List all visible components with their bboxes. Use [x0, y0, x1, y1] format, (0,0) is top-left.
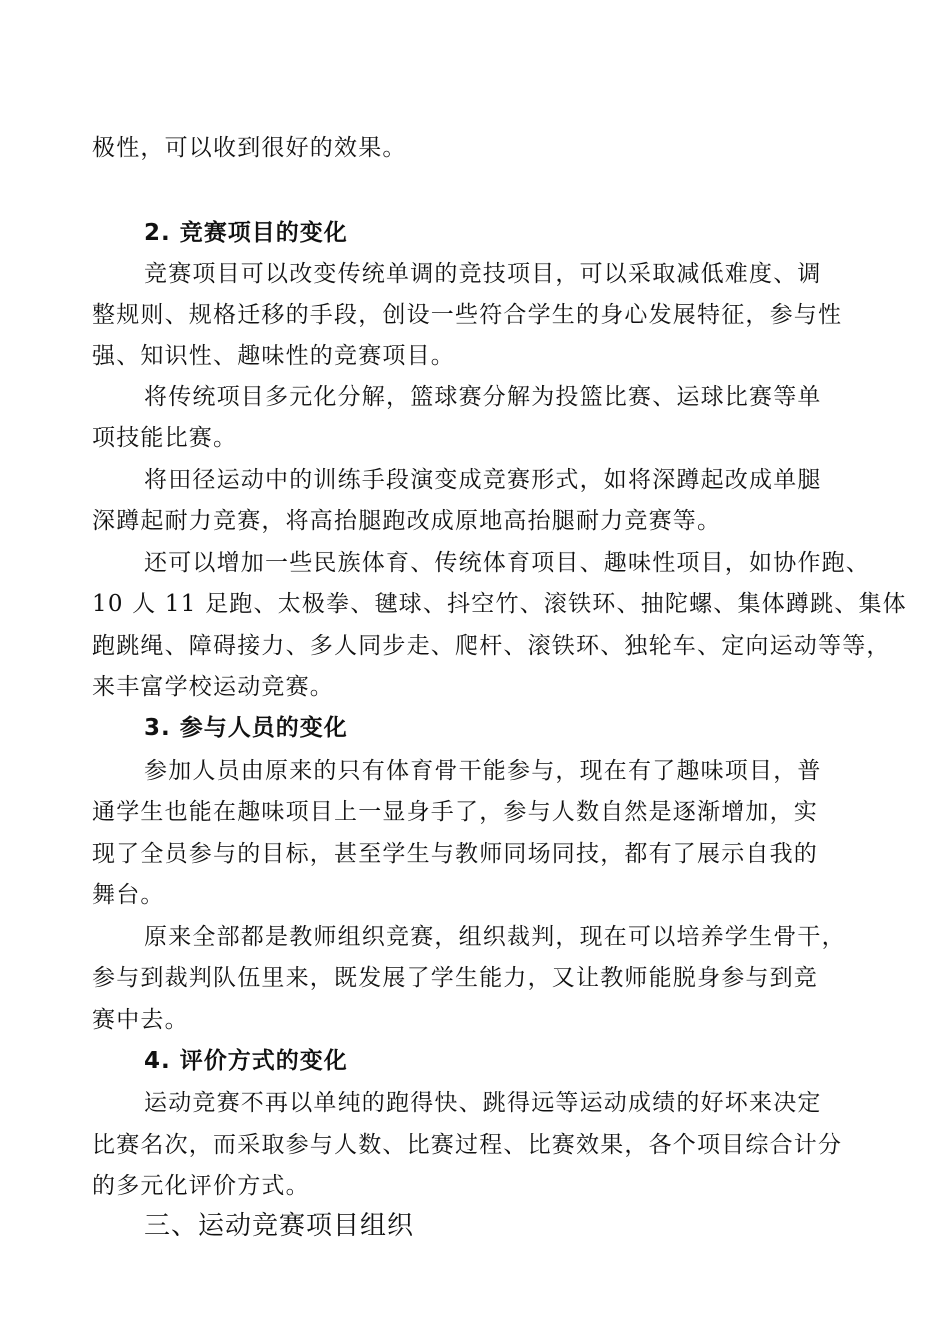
paragraph-line: 极性，可以收到很好的效果。 [92, 135, 407, 161]
paragraph-line: 竞赛项目可以改变传统单调的竞技项目，可以采取减低难度、调 [144, 261, 822, 287]
section-title: 三、运动竞赛项目组织 [144, 1211, 415, 1241]
paragraph-line: 的多元化评价方式。 [92, 1173, 310, 1199]
paragraph-line: 强、知识性、趣味性的竞赛项目。 [92, 343, 455, 369]
paragraph-line: 参与到裁判队伍里来，既发展了学生能力，又让教师能脱身参与到竞 [92, 965, 818, 991]
subheading-participants: 3. 参与人员的变化 [144, 715, 348, 741]
paragraph-line: 运动竞赛不再以单纯的跑得快、跳得远等运动成绩的好坏来决定 [144, 1090, 822, 1116]
paragraph-line: 项技能比赛。 [92, 425, 238, 451]
paragraph-line: 原来全部都是教师组织竞赛，组织裁判，现在可以培养学生骨干， [144, 924, 846, 950]
paragraph-line: 比赛名次，而采取参与人数、比赛过程、比赛效果，各个项目综合计分 [92, 1132, 843, 1158]
paragraph-line: 赛中去。 [92, 1007, 189, 1033]
paragraph-line: 现了全员参与的目标，甚至学生与教师同场同技，都有了展示自我的 [92, 841, 818, 867]
paragraph-line: 还可以增加一些民族体育、传统体育项目、趣味性项目，如协作跑、 [144, 550, 870, 576]
paragraph-line: 参加人员由原来的只有体育骨干能参与，现在有了趣味项目，普 [144, 758, 822, 784]
paragraph-line: 通学生也能在趣味项目上一显身手了，参与人数自然是逐渐增加，实 [92, 799, 818, 825]
paragraph-line: 整规则、规格迁移的手段，创设一些符合学生的身心发展特征，参与性 [92, 302, 843, 328]
paragraph-line: 来丰富学校运动竞赛。 [92, 674, 334, 700]
paragraph-line: 跑跳绳、障碍接力、多人同步走、爬杆、滚铁环、独轮车、定向运动等等， [92, 633, 891, 659]
paragraph-line: 舞台。 [92, 882, 165, 908]
subheading-evaluation: 4. 评价方式的变化 [144, 1048, 348, 1074]
paragraph-line: 将传统项目多元化分解，篮球赛分解为投篮比赛、运球比赛等单 [144, 384, 822, 410]
subheading-competition-items: 2. 竞赛项目的变化 [144, 220, 348, 246]
paragraph-line: 10 人 11 足跑、太极拳、毽球、抖空竹、滚铁环、抽陀螺、集体蹲跳、集体 [92, 591, 907, 617]
paragraph-line: 深蹲起耐力竞赛，将高抬腿跑改成原地高抬腿耐力竞赛等。 [92, 508, 722, 534]
paragraph-line: 将田径运动中的训练手段演变成竞赛形式，如将深蹲起改成单腿 [144, 467, 822, 493]
